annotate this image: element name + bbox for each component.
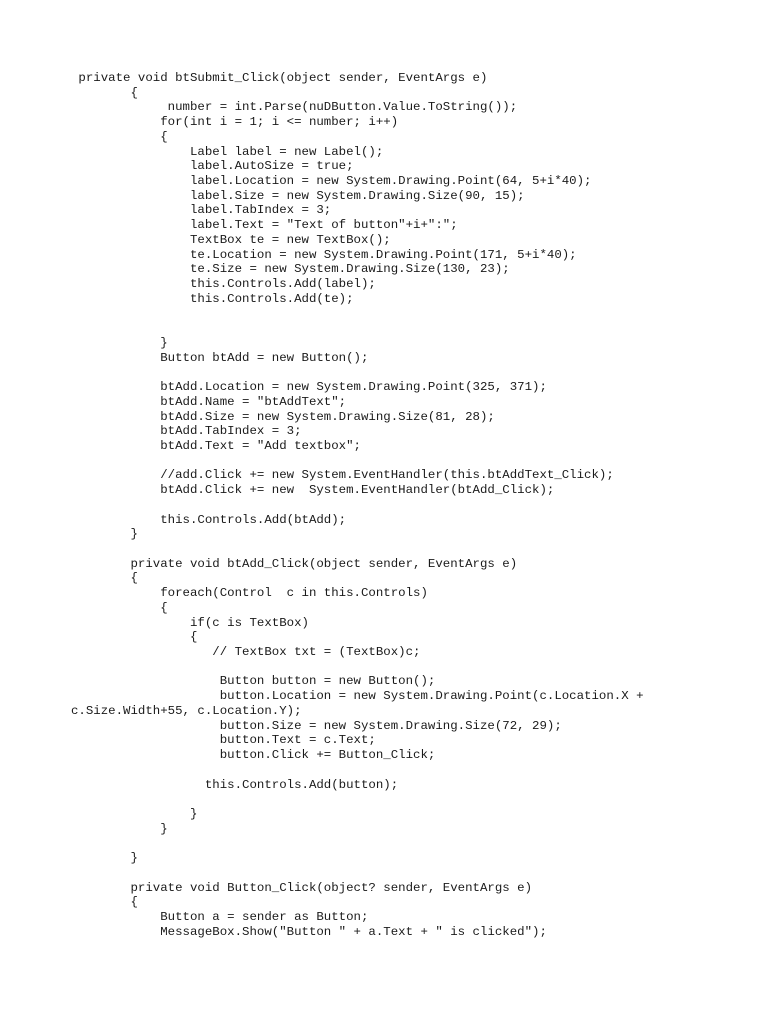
code-line: label.TabIndex = 3; <box>71 203 332 218</box>
code-line <box>71 307 644 322</box>
code-line: { <box>71 895 138 910</box>
code-line: button.Click += Button_Click; <box>71 748 436 763</box>
code-line: TextBox te = new TextBox(); <box>71 232 391 247</box>
code-line: { <box>71 129 168 144</box>
code-line: foreach(Control c in this.Controls) <box>71 586 428 601</box>
code-line: if(c is TextBox) <box>71 615 309 630</box>
code-line: this.Controls.Add(te); <box>71 291 354 306</box>
code-line: number = int.Parse(nuDButton.Value.ToString()); <box>71 100 518 115</box>
code-line: // TextBox txt = (TextBox)c; <box>71 645 421 660</box>
code-line <box>71 792 644 807</box>
code-line: btAdd.Text = "Add textbox"; <box>71 438 361 453</box>
code-line: btAdd.Location = new System.Drawing.Point(325, 371); <box>71 380 547 395</box>
code-line: c.Size.Width+55, c.Location.Y); <box>71 703 302 718</box>
code-line <box>71 365 644 380</box>
code-line: } <box>71 851 138 866</box>
code-line <box>71 542 644 557</box>
code-line: private void btAdd_Click(object sender, EventArgs e) <box>71 556 518 571</box>
code-line: button.Text = c.Text; <box>71 733 376 748</box>
code-line: { <box>71 630 198 645</box>
code-line: btAdd.Name = "btAddText"; <box>71 394 347 409</box>
code-line: button.Size = new System.Drawing.Size(72, 29); <box>71 718 562 733</box>
code-line: button.Location = new System.Drawing.Point(c.Location.X + <box>71 689 644 704</box>
code-line <box>71 836 644 851</box>
code-line: btAdd.Click += new System.EventHandler(btAdd_Click); <box>71 483 555 498</box>
code-line: btAdd.TabIndex = 3; <box>71 424 302 439</box>
code-line: { <box>71 571 138 586</box>
code-line: label.Text = "Text of button"+i+":"; <box>71 218 458 233</box>
code-line: Button button = new Button(); <box>71 674 436 689</box>
code-line: te.Size = new System.Drawing.Size(130, 23); <box>71 262 510 277</box>
code-line: //add.Click += new System.EventHandler(this.btAddText_Click); <box>71 468 614 483</box>
code-line: MessageBox.Show("Button " + a.Text + " is clicked"); <box>71 924 547 939</box>
code-line: label.Size = new System.Drawing.Size(90, 15); <box>71 188 525 203</box>
code-line <box>71 866 644 881</box>
code-line: } <box>71 821 168 836</box>
code-line: Button a = sender as Button; <box>71 909 369 924</box>
code-line: { <box>71 600 168 615</box>
code-line: label.AutoSize = true; <box>71 159 354 174</box>
code-line <box>71 454 644 469</box>
code-line <box>71 321 644 336</box>
code-line <box>71 498 644 513</box>
code-block <box>71 71 644 939</box>
code-line: this.Controls.Add(btAdd); <box>71 512 347 527</box>
code-line: this.Controls.Add(label); <box>71 277 376 292</box>
code-line <box>71 763 644 778</box>
code-line: this.Controls.Add(button); <box>71 777 399 792</box>
code-line: } <box>71 806 198 821</box>
code-line: Label label = new Label(); <box>71 144 384 159</box>
code-line: for(int i = 1; i <= number; i++) <box>71 115 399 130</box>
code-line: private void btSubmit_Click(object sender, EventArgs e) <box>71 71 488 85</box>
code-line: Button btAdd = new Button(); <box>71 350 369 365</box>
code-line: private void Button_Click(object? sender, EventArgs e) <box>71 880 533 895</box>
code-line: label.Location = new System.Drawing.Point(64, 5+i*40); <box>71 174 592 189</box>
code-line: } <box>71 335 168 350</box>
code-line: } <box>71 527 138 542</box>
code-line <box>71 660 644 675</box>
code-line: te.Location = new System.Drawing.Point(171, 5+i*40); <box>71 247 577 262</box>
code-line: btAdd.Size = new System.Drawing.Size(81, 28); <box>71 409 495 424</box>
code-line: { <box>71 85 138 100</box>
